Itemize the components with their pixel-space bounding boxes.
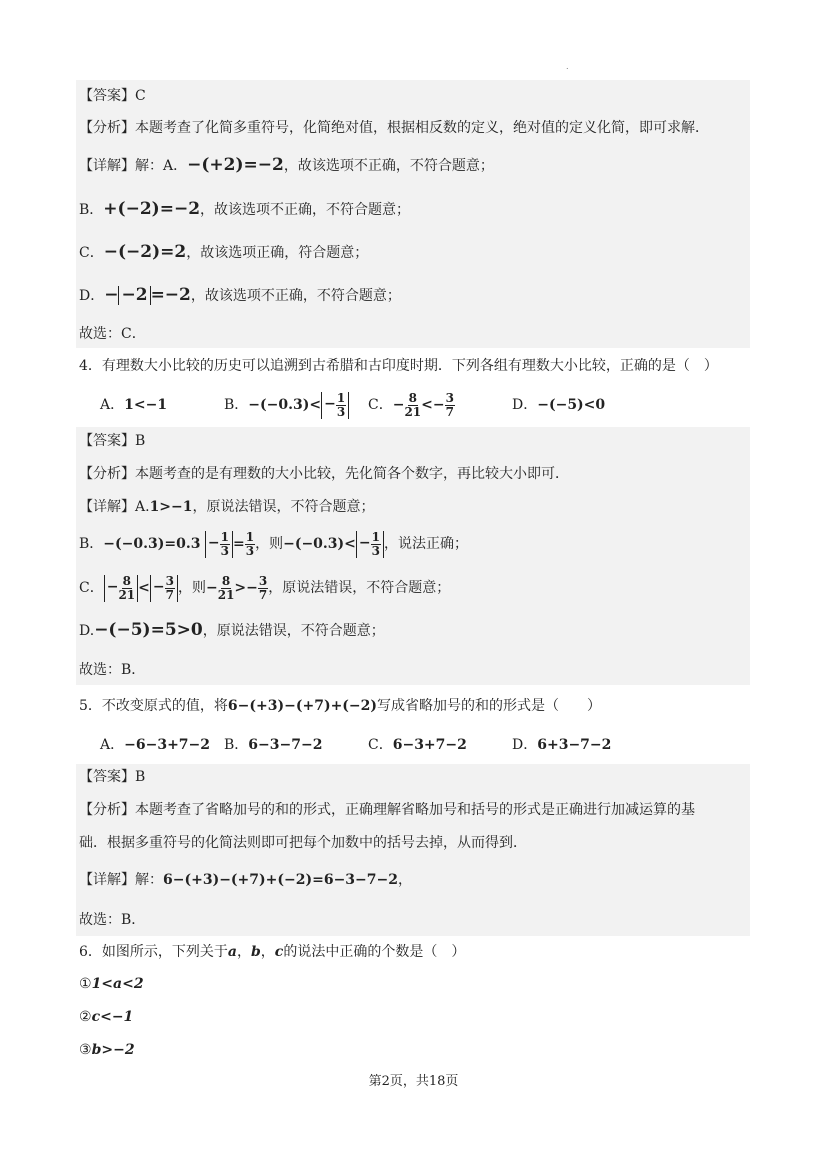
q5-conclusion: 故选：B．	[79, 912, 146, 928]
q5-option-d: D．6+3−7−2	[512, 737, 612, 753]
q5-analysis-2: 础．根据多重符号的化简法则即可把每个加数中的括号去掉，从而得到．	[79, 835, 527, 851]
q4-analysis: 【分析】本题考查的是有理数的大小比较，先化简各个数字，再比较大小即可．	[79, 466, 569, 482]
q4-option-b: B．−(−0.3)< − $\frac{1}{3}$	[224, 388, 349, 422]
q6-item-2: ②c<−1	[79, 1009, 134, 1025]
q5-analysis-1: 【分析】本题考查了省略加号的和的形式，正确理解省略加号和括号的形式是正确进行加减运算的基	[79, 802, 695, 818]
q3-detail-a: 【详解】解：A．−(+2)=−2，故该选项不正确，不符合题意；	[79, 155, 494, 175]
q3-detail-d: D．− −2 =−2，故该选项不正确，不符合题意；	[79, 285, 401, 305]
q5-answer: 【答案】B	[79, 769, 146, 785]
q4-detail-b: B．−(−0.3)=0.3 − $\frac{1}{3}$ = $\frac{1}{3}$ ，则−(−0.3)< − $\frac{1}{3}$ ，说法正确；	[79, 529, 468, 558]
q3-detail-b: B．+(−2)=−2，故该选项不正确，不符合题意；	[79, 199, 411, 219]
q4-detail-c: C． − $\frac{8}{21}$ < − $\frac{3}{7}$ ，则− $\frac{8}{21}$ >− $\frac{3}{7}$ ，原说法错误，不符合题意；	[79, 573, 451, 602]
q5-option-a: A．−6−3+7−2	[100, 737, 211, 753]
q5-option-c: C．6−3+7−2	[368, 737, 467, 753]
q5-option-b: B．6−3−7−2	[224, 737, 323, 753]
q4-option-d: D．−(−5)<0	[512, 397, 606, 413]
q3-detail-c: C．−(−2)=2，故该选项正确，符合题意；	[79, 242, 369, 262]
q4-option-a: A．1<−1	[100, 397, 168, 413]
header-mark: .	[566, 62, 569, 71]
q4-detail-a: 【详解】A.1>−1，原说法错误，不符合题意；	[79, 499, 375, 515]
q3-answer: 【答案】C	[79, 88, 146, 104]
q3-analysis: 【分析】本题考查了化简多重符号，化简绝对值，根据相反数的定义，绝对值的定义化简，即可求解．	[79, 120, 709, 136]
q6-item-3: ③b>−2	[79, 1042, 135, 1058]
page-footer: 第2页，共18页	[368, 1074, 459, 1089]
q5-stem: 5．不改变原式的值，将6−(+3)−(+7)+(−2)写成省略加号的和的形式是（ ）	[79, 698, 602, 714]
q4-detail-d: D.−(−5)=5>0，原说法错误，不符合题意；	[79, 620, 385, 640]
q6-item-1: ①1<a<2	[79, 976, 144, 992]
q6-stem: 6．如图所示，下列关于a，b，c的说法中正确的个数是（ ）	[79, 944, 466, 960]
q4-stem: 4．有理数大小比较的历史可以追溯到古希腊和古印度时期．下列各组有理数大小比较，正确的是（ ）	[79, 358, 718, 374]
q4-option-c: C．− $\frac{8}{21}$ <− $\frac{3}{7}$	[368, 390, 454, 419]
q4-answer: 【答案】B	[79, 433, 146, 449]
q5-detail: 【详解】解：6−(+3)−(+7)+(−2)=6−3−7−2，	[79, 872, 412, 888]
q3-conclusion: 故选：C．	[79, 326, 146, 342]
q4-conclusion: 故选：B．	[79, 662, 146, 678]
